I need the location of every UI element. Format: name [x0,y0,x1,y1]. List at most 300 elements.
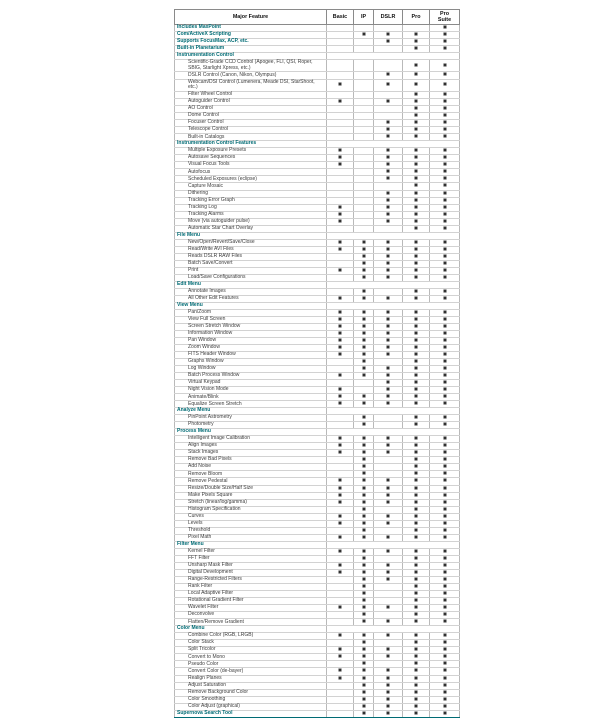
included-dot-icon [443,254,447,258]
included-dot-icon [443,486,447,490]
availability-cell-pro [403,548,430,555]
feature-row [175,260,460,267]
feature-row [175,387,460,394]
included-dot-icon [414,577,418,581]
included-dot-icon [362,240,366,244]
availability-cell-pro [403,401,430,408]
included-dot-icon [443,212,447,216]
section-label: File Menu [175,232,327,239]
availability-cell-basic [327,520,354,527]
availability-cell-pro-suite [430,190,460,197]
feature-label: Screen Stretch Window [175,323,327,330]
availability-cell-pro-suite [430,176,460,183]
feature-label: Move (via autoguider pulse) [175,218,327,225]
availability-cell-basic [327,309,354,316]
included-dot-icon [443,605,447,609]
availability-cell-pro-suite [430,710,460,717]
availability-cell-pro-suite [430,457,460,464]
availability-cell-pro [403,605,430,612]
availability-cell-ip [354,394,374,401]
table-header [175,10,460,25]
feature-label: Autofocus [175,169,327,176]
availability-cell-ip [354,647,374,654]
included-dot-icon [362,500,366,504]
feature-row [175,436,460,443]
included-dot-icon [338,478,342,482]
availability-cell-ip [354,436,374,443]
included-dot-icon [443,577,447,581]
feature-label: Pan/Zoom [175,309,327,316]
availability-cell-ip [354,176,374,183]
feature-label: Automatic Star Chart Overlay [175,225,327,232]
availability-cell-ip [354,337,374,344]
availability-cell-pro-suite [430,79,460,91]
availability-cell-dslr [374,218,403,225]
feature-label: Autoguider Control [175,99,327,106]
included-dot-icon [414,46,418,50]
included-dot-icon [443,366,447,370]
section-label: Color Menu [175,626,327,633]
included-dot-icon [443,612,447,616]
included-dot-icon [362,556,366,560]
included-dot-icon [414,134,418,138]
included-dot-icon [362,450,366,454]
included-dot-icon [443,654,447,658]
availability-cell-basic [327,39,354,46]
included-dot-icon [338,493,342,497]
availability-cell-basic [327,703,354,710]
included-dot-icon [443,500,447,504]
availability-cell-dslr [374,162,403,169]
availability-cell-pro-suite [430,134,460,141]
included-dot-icon [386,148,390,152]
included-dot-icon [443,591,447,595]
included-dot-icon [443,556,447,560]
included-dot-icon [414,690,418,694]
availability-cell-basic [327,190,354,197]
availability-cell-dslr [374,401,403,408]
included-dot-icon [414,443,418,447]
availability-cell-pro [403,485,430,492]
included-dot-icon [443,25,447,29]
included-dot-icon [338,436,342,440]
availability-cell-pro [403,696,430,703]
availability-cell-pro [403,330,430,337]
included-dot-icon [443,661,447,665]
availability-cell-ip [354,471,374,478]
availability-cell-ip [354,366,374,373]
availability-cell-pro-suite [430,654,460,661]
availability-cell-basic [327,120,354,127]
availability-cell-basic [327,562,354,569]
feature-label: PinPoint Astrometry [175,415,327,422]
included-dot-icon [443,176,447,180]
included-dot-icon [362,647,366,651]
included-dot-icon [414,619,418,623]
section-label: Filter Menu [175,542,327,549]
column-header-basic: Basic [327,10,354,25]
availability-cell-pro [403,520,430,527]
availability-cell-pro-suite [430,633,460,640]
feature-row [175,548,460,555]
feature-label: Print [175,267,327,274]
included-dot-icon [386,563,390,567]
availability-cell-pro-suite [430,506,460,513]
availability-cell-pro-suite [430,577,460,584]
availability-cell-pro [403,309,430,316]
included-dot-icon [414,373,418,377]
availability-cell-pro-suite [430,689,460,696]
feature-row [175,415,460,422]
availability-cell-pro-suite [430,387,460,394]
availability-cell-ip [354,577,374,584]
availability-cell-pro [403,274,430,281]
feature-row [175,612,460,619]
availability-cell-pro [403,668,430,675]
availability-cell-pro [403,267,430,274]
availability-cell-ip [354,548,374,555]
availability-cell-basic [327,682,354,689]
included-dot-icon [414,113,418,117]
included-dot-icon [362,289,366,293]
availability-cell-dslr [374,288,403,295]
availability-cell-pro-suite [430,619,460,626]
availability-cell-pro [403,113,430,120]
included-dot-icon [443,63,447,67]
availability-cell-basic [327,548,354,555]
availability-cell-ip [354,225,374,232]
section-row [175,542,460,549]
feature-label: Capture Mosaic [175,183,327,190]
availability-cell-basic [327,211,354,218]
availability-cell-pro-suite [430,46,460,53]
availability-cell-pro-suite [430,569,460,576]
included-dot-icon [338,345,342,349]
included-dot-icon [386,176,390,180]
included-dot-icon [386,345,390,349]
section-row [175,710,460,717]
included-dot-icon [443,338,447,342]
included-dot-icon [443,521,447,525]
availability-cell-dslr [374,457,403,464]
included-dot-icon [386,570,390,574]
availability-cell-ip [354,344,374,351]
feature-label: Align Images [175,443,327,450]
availability-cell-ip [354,316,374,323]
feature-label: Pixel Math [175,534,327,541]
included-dot-icon [414,240,418,244]
included-dot-icon [414,493,418,497]
included-dot-icon [443,549,447,553]
included-dot-icon [362,654,366,658]
section-label: Includes MaxPoint [175,25,327,32]
availability-cell-dslr [374,436,403,443]
availability-cell-ip [354,668,374,675]
included-dot-icon [386,500,390,504]
availability-cell-pro [403,260,430,267]
included-dot-icon [338,99,342,103]
availability-cell-ip [354,598,374,605]
included-dot-icon [443,471,447,475]
included-dot-icon [362,394,366,398]
feature-label: Scientific-Grade CCD Control (Apogee, FLI, QSI, Roper, SBIG, Starlight Xpress, etc.) [175,59,327,71]
included-dot-icon [338,240,342,244]
availability-cell-ip [354,696,374,703]
included-dot-icon [338,373,342,377]
availability-cell-basic [327,485,354,492]
availability-cell-dslr [374,647,403,654]
availability-cell-dslr [374,155,403,162]
included-dot-icon [443,457,447,461]
availability-cell-pro [403,569,430,576]
included-dot-icon [414,478,418,482]
availability-cell-pro-suite [430,520,460,527]
included-dot-icon [386,247,390,251]
included-dot-icon [386,577,390,581]
column-header-dslr: DSLR [374,10,403,25]
included-dot-icon [443,711,447,715]
included-dot-icon [414,39,418,43]
availability-cell-basic [327,359,354,366]
included-dot-icon [338,486,342,490]
included-dot-icon [414,486,418,490]
availability-cell-basic [327,155,354,162]
included-dot-icon [338,521,342,525]
included-dot-icon [338,676,342,680]
section-label: Edit Menu [175,282,327,289]
availability-cell-ip [354,260,374,267]
availability-cell-ip [354,485,374,492]
included-dot-icon [386,450,390,454]
availability-cell-ip [354,675,374,682]
included-dot-icon [362,324,366,328]
feature-row [175,176,460,183]
availability-cell-pro-suite [430,450,460,457]
feature-label: Threshold [175,527,327,534]
included-dot-icon [414,507,418,511]
availability-cell-pro-suite [430,113,460,120]
included-dot-icon [362,598,366,602]
included-dot-icon [386,120,390,124]
included-dot-icon [386,212,390,216]
availability-cell-ip [354,267,374,274]
included-dot-icon [443,120,447,124]
availability-cell-basic [327,72,354,79]
availability-cell-pro [403,204,430,211]
included-dot-icon [338,205,342,209]
availability-cell-basic [327,323,354,330]
feature-row [175,422,460,429]
availability-cell-dslr [374,450,403,457]
availability-cell-basic [327,422,354,429]
availability-cell-basic [327,668,354,675]
feature-label: Rank Filter [175,584,327,591]
availability-cell-basic [327,598,354,605]
availability-cell-dslr [374,492,403,499]
feature-label: Curves [175,513,327,520]
availability-cell-ip [354,612,374,619]
availability-cell-pro [403,197,430,204]
feature-label: Wavelet Filter [175,605,327,612]
included-dot-icon [414,471,418,475]
availability-cell-pro-suite [430,59,460,71]
section-row [175,302,460,309]
feature-label: Multiple Exposure Presets [175,148,327,155]
feature-label: Zoom Window [175,344,327,351]
included-dot-icon [362,261,366,265]
included-dot-icon [338,82,342,86]
availability-cell-dslr [374,422,403,429]
feature-row [175,520,460,527]
availability-cell-pro-suite [430,32,460,39]
availability-cell-ip [354,25,374,32]
feature-row [175,99,460,106]
availability-cell-dslr [374,366,403,373]
included-dot-icon [443,584,447,588]
availability-cell-basic [327,373,354,380]
availability-cell-dslr [374,176,403,183]
availability-cell-ip [354,584,374,591]
availability-cell-basic [327,527,354,534]
availability-cell-pro [403,555,430,562]
included-dot-icon [338,647,342,651]
availability-cell-basic [327,59,354,71]
included-dot-icon [362,577,366,581]
included-dot-icon [414,521,418,525]
included-dot-icon [414,464,418,468]
included-dot-icon [362,247,366,251]
feature-label: Stack Images [175,450,327,457]
feature-row [175,619,460,626]
included-dot-icon [414,514,418,518]
availability-cell-dslr [374,316,403,323]
feature-label: Dome Control [175,113,327,120]
availability-cell-pro-suite [430,422,460,429]
availability-cell-pro [403,380,430,387]
availability-cell-dslr [374,25,403,32]
included-dot-icon [414,296,418,300]
availability-cell-dslr [374,344,403,351]
availability-cell-pro [403,183,430,190]
availability-cell-basic [327,513,354,520]
availability-cell-pro-suite [430,288,460,295]
availability-cell-dslr [374,120,403,127]
included-dot-icon [362,690,366,694]
availability-cell-dslr [374,562,403,569]
included-dot-icon [386,310,390,314]
availability-cell-pro-suite [430,682,460,689]
availability-cell-pro-suite [430,527,460,534]
availability-cell-dslr [374,309,403,316]
included-dot-icon [443,514,447,518]
included-dot-icon [443,247,447,251]
availability-cell-dslr [374,703,403,710]
availability-cell-dslr [374,619,403,626]
availability-cell-pro-suite [430,253,460,260]
section-empty-cell [327,302,460,309]
feature-label: Pseudo Color [175,661,327,668]
availability-cell-ip [354,401,374,408]
feature-row [175,471,460,478]
availability-cell-ip [354,309,374,316]
included-dot-icon [443,183,447,187]
availability-cell-basic [327,351,354,358]
availability-cell-pro [403,190,430,197]
availability-cell-basic [327,689,354,696]
availability-cell-pro-suite [430,703,460,710]
included-dot-icon [443,704,447,708]
included-dot-icon [386,521,390,525]
availability-cell-basic [327,330,354,337]
availability-cell-pro [403,689,430,696]
availability-cell-pro [403,32,430,39]
feature-label: Rotational Gradient Filter [175,598,327,605]
included-dot-icon [414,647,418,651]
availability-cell-pro [403,373,430,380]
feature-label: Color Smoothing [175,696,327,703]
feature-label: Add Noise [175,464,327,471]
included-dot-icon [443,528,447,532]
included-dot-icon [414,605,418,609]
availability-cell-pro [403,534,430,541]
availability-cell-pro-suite [430,260,460,267]
availability-cell-pro-suite [430,534,460,541]
included-dot-icon [338,338,342,342]
availability-cell-dslr [374,675,403,682]
feature-row [175,295,460,302]
included-dot-icon [362,352,366,356]
included-dot-icon [443,205,447,209]
feature-label: Tracking Error Graph [175,197,327,204]
feature-label: Information Window [175,330,327,337]
availability-cell-pro-suite [430,598,460,605]
feature-label: Visual Focus Tools [175,162,327,169]
feature-row [175,162,460,169]
availability-cell-ip [354,106,374,113]
included-dot-icon [414,654,418,658]
availability-cell-basic [327,640,354,647]
availability-cell-pro-suite [430,668,460,675]
availability-cell-dslr [374,633,403,640]
included-dot-icon [414,598,418,602]
included-dot-icon [386,169,390,173]
availability-cell-basic [327,387,354,394]
availability-cell-basic [327,492,354,499]
feature-label: Pan Window [175,337,327,344]
feature-label: Combine Color (RGB, LRGB) [175,633,327,640]
availability-cell-pro [403,661,430,668]
availability-cell-dslr [374,598,403,605]
availability-cell-dslr [374,668,403,675]
feature-label: Webcam/DSI Control (Lumenera, Meade DSI, StarShoot, etc.) [175,79,327,91]
included-dot-icon [443,535,447,539]
feature-comparison-table [174,9,460,718]
availability-cell-pro-suite [430,39,460,46]
included-dot-icon [443,493,447,497]
included-dot-icon [443,633,447,637]
included-dot-icon [386,436,390,440]
availability-cell-basic [327,612,354,619]
availability-cell-ip [354,640,374,647]
feature-table-body [175,25,460,718]
included-dot-icon [443,82,447,86]
availability-cell-ip [354,99,374,106]
included-dot-icon [414,422,418,426]
included-dot-icon [414,661,418,665]
availability-cell-basic [327,274,354,281]
included-dot-icon [362,345,366,349]
feature-label: Filter Wheel Control [175,91,327,98]
